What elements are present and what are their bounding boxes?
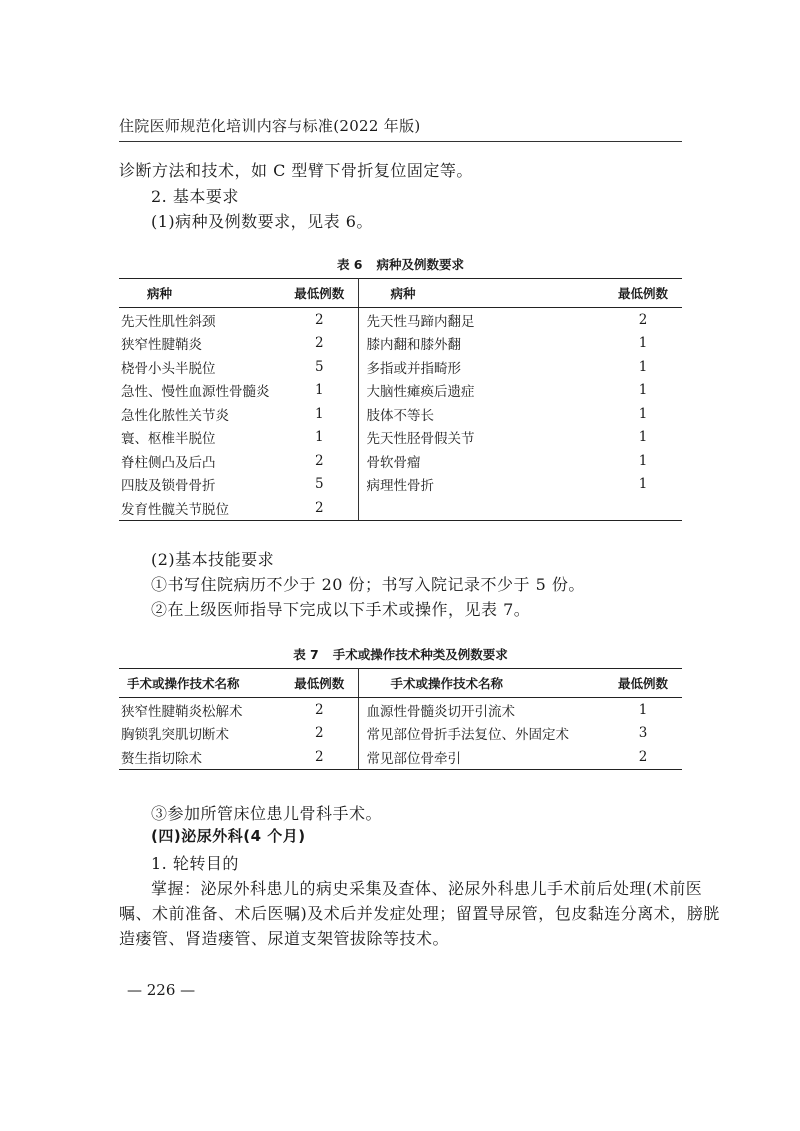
paragraph-disease-cases: (1)病种及例数要求，见表 6。	[151, 212, 373, 231]
table-cell: 1	[638, 701, 648, 718]
heading-basic-requirements: 2. 基本要求	[151, 187, 239, 206]
table-cell: 1	[638, 358, 648, 375]
table-cell: 常见部位骨牵引	[358, 745, 604, 769]
column-header: 病种	[119, 279, 281, 308]
table-header-row	[119, 669, 682, 698]
running-header: 住院医师规范化培训内容与标准(2022 年版)	[119, 117, 421, 135]
table-cell: 2	[604, 745, 682, 769]
table-cell: 发育性髋关节脱位	[119, 496, 281, 520]
table-cell: 肢体不等长	[358, 402, 604, 426]
paragraph-diagnosis-methods: 诊断方法和技术，如 C 型臂下骨折复位固定等。	[119, 161, 473, 180]
table-row	[119, 308, 682, 332]
table-cell: 狭窄性腱鞘炎松解术	[121, 703, 243, 720]
table-row	[119, 355, 682, 379]
table-cell: 1	[638, 429, 648, 446]
table-cell: 1	[638, 452, 648, 469]
table-cell: 2	[314, 725, 324, 742]
table-cell: 先天性马蹄内翻足	[358, 308, 604, 332]
table6-caption-title: 病种及例数要求	[376, 257, 465, 272]
table7-caption-number: 表 7	[293, 647, 319, 662]
heading-basic-skills: (2)基本技能要求	[151, 550, 275, 569]
column-header: 最低例数	[281, 669, 358, 698]
table7-caption	[119, 645, 682, 663]
table-cell: 2	[314, 311, 324, 328]
table-cell: 病理性骨折	[358, 473, 604, 497]
table7	[119, 668, 682, 770]
table-cell: 胸锁乳突肌切断术	[121, 727, 229, 744]
paragraph-urology-master-3: 造瘘管、肾造瘘管、尿道支架管拔除等技术。	[119, 929, 450, 948]
table-cell: 1	[314, 405, 324, 422]
table-cell: 骨软骨瘤	[358, 449, 604, 473]
paragraph-medical-records: ①书写住院病历不少于 20 份；书写入院记录不少于 5 份。	[151, 575, 585, 594]
table6-caption-number: 表 6	[336, 257, 363, 272]
table-cell	[358, 496, 604, 520]
table6	[119, 278, 682, 521]
header-rule	[119, 141, 682, 142]
table-cell: 2	[281, 745, 358, 769]
column-header: 手术或操作技术名称	[119, 669, 281, 698]
table-cell: 桡骨小头半脱位	[121, 360, 216, 377]
paragraph-urology-master-2: 嘱、术前准备、术后医嘱)及术后并发症处理；留置导尿管，包皮黏连分离术，膀胱	[119, 904, 720, 923]
table-header-row	[119, 279, 682, 308]
table-cell: 多指或并指畸形	[358, 355, 604, 379]
paragraph-orthopedic-surgery: ③参加所管床位患儿骨科手术。	[151, 804, 383, 823]
table-cell: 2	[314, 452, 324, 469]
table-row	[119, 698, 682, 722]
heading-urology: (四)泌尿外科(4 个月)	[151, 827, 306, 845]
table-row	[119, 449, 682, 473]
table-row	[119, 332, 682, 356]
table-cell: 2	[281, 496, 358, 520]
table-cell: 3	[638, 725, 648, 742]
table-cell: 1	[638, 382, 648, 399]
table-cell: 急性化脓性关节炎	[121, 407, 229, 424]
table-cell: 常见部位骨折手法复位、外固定术	[358, 722, 604, 746]
table-row	[119, 426, 682, 450]
table-cell: 赘生指切除术	[119, 745, 281, 769]
table-cell: 膝内翻和膝外翻	[358, 332, 604, 356]
table-cell: 5	[314, 358, 324, 375]
paragraph-urology-master-1: 掌握：泌尿外科患儿的病史采集及查体、泌尿外科患儿手术前后处理(术前医	[151, 879, 703, 898]
table-cell: 寰、枢椎半脱位	[121, 431, 216, 448]
table-cell: 先天性胫骨假关节	[358, 426, 604, 450]
table-cell: 1	[638, 405, 648, 422]
table-row	[119, 473, 682, 497]
table-cell: 2	[314, 701, 324, 718]
table-row	[119, 379, 682, 403]
column-header: 手术或操作技术名称	[358, 669, 604, 698]
table-cell: 大脑性瘫痪后遗症	[358, 379, 604, 403]
table-cell: 1	[638, 335, 648, 352]
table-cell: 1	[638, 476, 648, 493]
paragraph-procedures: ②在上级医师指导下完成以下手术或操作，见表 7。	[151, 600, 531, 619]
table-cell: 狭窄性腱鞘炎	[121, 337, 202, 354]
table-cell: 脊柱侧凸及后凸	[121, 454, 216, 471]
table-cell: 1	[314, 382, 324, 399]
table-cell: 5	[314, 476, 324, 493]
table-cell	[604, 496, 682, 520]
table-row	[119, 722, 682, 746]
table6-caption	[119, 255, 682, 273]
heading-rotation-objective: 1. 轮转目的	[151, 854, 239, 873]
table7-caption-title: 手术或操作技术种类及例数要求	[332, 647, 508, 662]
column-header: 最低例数	[281, 279, 358, 308]
table-row	[119, 745, 682, 769]
table-cell: 2	[638, 311, 648, 328]
table-row	[119, 402, 682, 426]
column-header: 病种	[358, 279, 604, 308]
column-header: 最低例数	[604, 669, 682, 698]
table-cell: 2	[314, 335, 324, 352]
table-cell: 急性、慢性血源性骨髓炎	[121, 384, 270, 401]
column-header: 最低例数	[604, 279, 682, 308]
table-cell: 先天性肌性斜颈	[121, 313, 216, 330]
table-row	[119, 496, 682, 520]
table-cell: 血源性骨髓炎切开引流术	[358, 698, 604, 722]
table-cell: 1	[314, 429, 324, 446]
table-cell: 四肢及锁骨骨折	[121, 478, 216, 495]
page-number: — 226 —	[127, 981, 196, 999]
